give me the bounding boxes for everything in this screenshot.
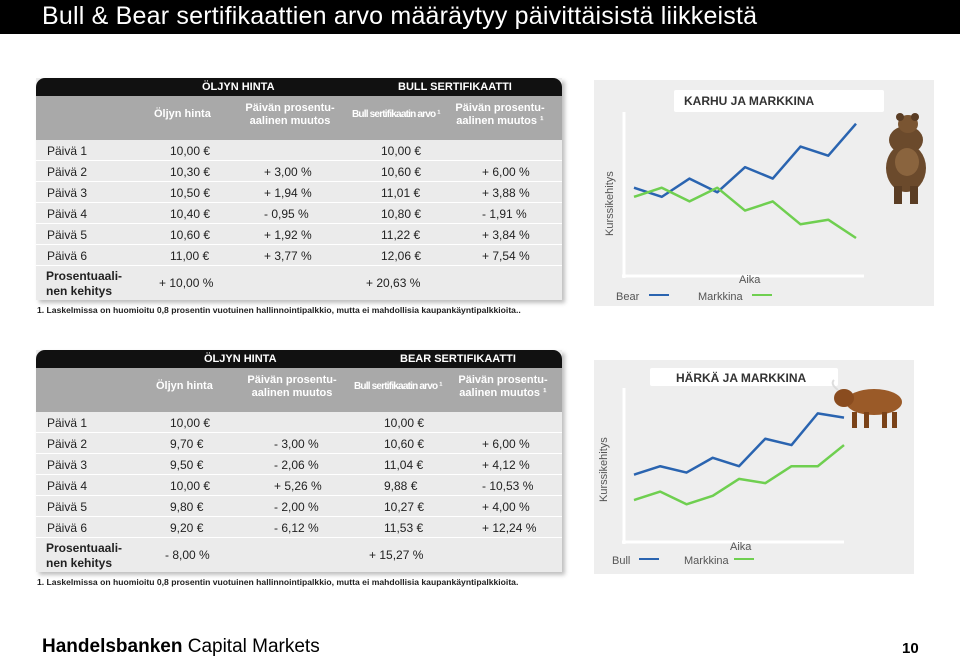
col-cert-change-line2: aalinen muutos ¹ — [456, 115, 544, 127]
cell-oil-chg: + 5,26 % — [274, 479, 322, 493]
cell-oil-chg: + 3,00 % — [264, 165, 312, 179]
summary-label — [46, 269, 122, 299]
x-axis-label: Aika — [730, 541, 752, 553]
cell-cert: 11,04 € — [384, 458, 424, 472]
col-oil-change — [244, 102, 336, 128]
cell-cert: 11,22 € — [381, 228, 421, 242]
legend-market-label: Markkina — [684, 555, 729, 567]
col-oil-price: Öljyn hinta — [156, 380, 213, 392]
cell-cert: 11,01 € — [381, 186, 421, 200]
bear-table — [36, 350, 562, 572]
cell-cert: 10,27 € — [384, 500, 425, 514]
summary-oil: + 10,00 % — [159, 276, 214, 290]
col-cert-change — [457, 374, 549, 400]
cell-day: Päivä 3 — [47, 458, 88, 472]
cell-cert-chg: + 6,00 % — [482, 165, 530, 179]
cell-cert: 9,88 € — [384, 479, 418, 493]
table-group-header — [36, 78, 562, 96]
cell-oil: 9,50 € — [170, 458, 204, 472]
cell-day: Päivä 1 — [47, 416, 88, 430]
cell-cert-chg: - 1,91 % — [482, 207, 527, 221]
cell-day: Päivä 3 — [47, 186, 88, 200]
col-oil-change-line1: Päivän prosentu- — [247, 374, 337, 386]
table-group-header — [36, 350, 562, 368]
summary-cert: + 20,63 % — [366, 276, 421, 290]
bear-footnote: 1. Laskelmissa on huomioitu 0,8 prosentin vuotuinen hallinnointipalkkio, mutta ei mahdollisia kaupankäyntipalkkioita. — [37, 577, 519, 587]
cell-oil: 10,30 € — [170, 165, 211, 179]
cell-cert-chg: + 12,24 % — [482, 521, 537, 535]
cell-day: Päivä 2 — [47, 165, 88, 179]
brand-logo — [42, 636, 320, 658]
col-cert-value: Bull sertifikaatin arvo ¹ — [354, 381, 442, 392]
col-cert-change-line2: aalinen muutos ¹ — [459, 387, 547, 399]
cell-cert: 10,60 € — [381, 165, 422, 179]
page-number: 10 — [902, 640, 919, 657]
group-oil-price: ÖLJYN HINTA — [204, 353, 277, 365]
col-oil-change-line2: aalinen muutos — [251, 387, 333, 399]
group-oil-price: ÖLJYN HINTA — [202, 81, 275, 93]
cell-cert: 10,00 € — [384, 416, 425, 430]
table-row — [36, 224, 562, 245]
cell-cert-chg: + 4,00 % — [482, 500, 530, 514]
cell-oil: 9,20 € — [170, 521, 204, 535]
cell-day: Päivä 6 — [47, 249, 88, 263]
cell-day: Päivä 5 — [47, 228, 88, 242]
title-bar — [0, 0, 960, 34]
table-row — [36, 140, 562, 161]
summary-cert: + 15,27 % — [369, 548, 424, 562]
bull-table — [36, 78, 562, 300]
table-row — [36, 517, 562, 538]
cell-cert-chg: - 10,53 % — [482, 479, 534, 493]
summary-label-line2: nen kehitys — [46, 556, 113, 570]
summary-label — [46, 541, 122, 571]
bull-chart — [594, 360, 914, 574]
table-row — [36, 433, 562, 454]
chart-title: KARHU JA MARKKINA — [684, 94, 815, 108]
col-cert-change — [454, 102, 546, 128]
bear-chart — [594, 80, 934, 306]
cell-oil-chg: + 3,77 % — [264, 249, 312, 263]
cell-cert: 11,53 € — [384, 521, 424, 535]
table-row — [36, 203, 562, 224]
summary-row — [36, 266, 562, 300]
cell-cert-chg: + 6,00 % — [482, 437, 530, 451]
cell-oil: 10,00 € — [170, 416, 211, 430]
col-oil-price: Öljyn hinta — [154, 108, 211, 120]
page-title: Bull & Bear sertifikaattien arvo määräytyy päivittäisistä liikkeistä — [42, 2, 758, 30]
cell-oil-chg: + 1,92 % — [264, 228, 312, 242]
legend-market-label: Markkina — [698, 291, 743, 303]
summary-label-line2: nen kehitys — [46, 284, 113, 298]
brand-bold: Handelsbanken — [42, 636, 183, 657]
cell-cert: 12,06 € — [381, 249, 422, 263]
cell-cert: 10,60 € — [384, 437, 425, 451]
group-certificate: BEAR SERTIFIKAATTI — [400, 353, 516, 365]
cell-oil: 9,80 € — [170, 500, 204, 514]
cell-oil: 11,00 € — [170, 249, 210, 263]
cell-day: Päivä 5 — [47, 500, 88, 514]
legend-bull-label: Bull — [612, 555, 631, 567]
cell-oil: 10,60 € — [170, 228, 211, 242]
cell-day: Päivä 6 — [47, 521, 88, 535]
summary-row — [36, 538, 562, 572]
cell-cert-chg: + 3,84 % — [482, 228, 530, 242]
cell-oil: 10,50 € — [170, 186, 211, 200]
table-row — [36, 496, 562, 517]
summary-label-line1: Prosentuaali- — [46, 541, 123, 555]
col-cert-change-line1: Päivän prosentu- — [458, 374, 548, 386]
col-oil-change — [246, 374, 338, 400]
x-axis-label: Aika — [739, 274, 761, 286]
bull-chart-svg — [594, 360, 914, 574]
summary-label-line1: Prosentuaali- — [46, 269, 123, 283]
col-oil-change-line1: Päivän prosentu- — [245, 102, 335, 114]
table-row — [36, 454, 562, 475]
column-headers — [36, 368, 562, 412]
chart-title: HÄRKÄ JA MARKKINA — [676, 371, 807, 385]
cell-day: Päivä 4 — [47, 207, 88, 221]
cell-day: Päivä 1 — [47, 144, 88, 158]
legend-bear-label: Bear — [616, 291, 640, 303]
cell-cert-chg: + 7,54 % — [482, 249, 530, 263]
y-axis-label: Kurssikehitys — [604, 171, 616, 236]
cell-cert: 10,80 € — [381, 207, 422, 221]
table-row — [36, 161, 562, 182]
col-cert-value: Bull sertifikaatin arvo ¹ — [352, 109, 440, 120]
col-cert-change-line1: Päivän prosentu- — [455, 102, 545, 114]
bear-chart-svg — [594, 80, 934, 306]
cell-oil-chg: + 1,94 % — [264, 186, 312, 200]
cell-oil-chg: - 0,95 % — [264, 207, 309, 221]
col-oil-change-line2: aalinen muutos — [249, 115, 331, 127]
cell-oil-chg: - 6,12 % — [274, 521, 319, 535]
y-axis-label: Kurssikehitys — [598, 437, 610, 502]
cell-oil: 10,00 € — [170, 479, 211, 493]
cell-oil: 10,40 € — [170, 207, 211, 221]
cell-oil-chg: - 3,00 % — [274, 437, 319, 451]
cell-oil: 10,00 € — [170, 144, 211, 158]
summary-oil: - 8,00 % — [165, 548, 210, 562]
brand-rest: Capital Markets — [182, 636, 320, 657]
cell-day: Päivä 2 — [47, 437, 88, 451]
cell-oil-chg: - 2,06 % — [274, 458, 319, 472]
cell-day: Päivä 4 — [47, 479, 88, 493]
bull-footnote: 1. Laskelmissa on huomioitu 0,8 prosentin vuotuinen hallinnointipalkkio, mutta ei mahdollisia kaupankäyntipalkkioita.. — [37, 305, 521, 315]
cell-oil-chg: - 2,00 % — [274, 500, 319, 514]
column-headers — [36, 96, 562, 140]
group-certificate: BULL SERTIFIKAATTI — [398, 81, 512, 93]
table-row — [36, 412, 562, 433]
cell-cert: 10,00 € — [381, 144, 422, 158]
cell-cert-chg: + 3,88 % — [482, 186, 530, 200]
table-row — [36, 245, 562, 266]
cell-cert-chg: + 4,12 % — [482, 458, 530, 472]
table-row — [36, 475, 562, 496]
cell-oil: 9,70 € — [170, 437, 204, 451]
table-row — [36, 182, 562, 203]
